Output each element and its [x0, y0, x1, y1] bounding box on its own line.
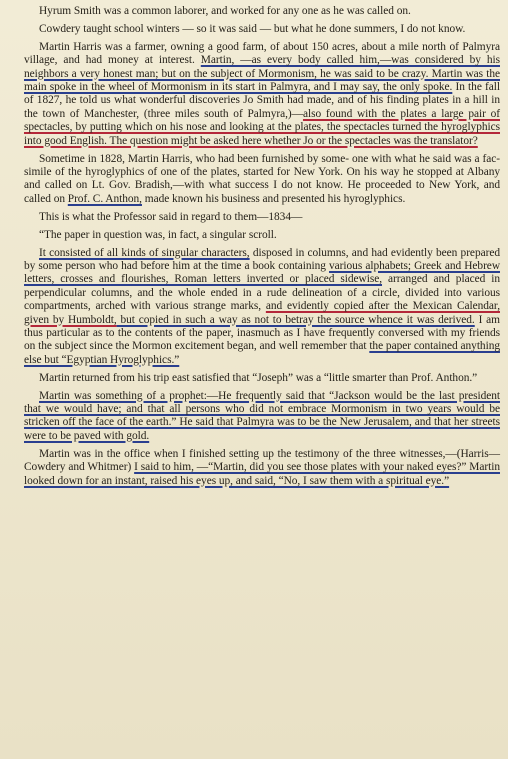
blue-underlined-text: the paper contained anything else but “Egyptian Hyroglyphics.”: [24, 340, 500, 366]
text-segment: Martin was in the office when I finished setting up the testimony of the three witnesses,—(Harris—Cowdery and Whitmer): [24, 447, 500, 474]
blue-underlined-text: It consisted of all kinds of singular characters,: [39, 246, 250, 259]
text-segment: I am thus particular as to the contents of the paper, inasmuch as I have frequently conversed with my friends on the subject since the Mormon excitement began, and well remember that: [24, 313, 500, 353]
text-segment: In the fall of 1827, he told us what wonderful discoveries Jo Smith had made, and of his finding plates in a hill in the town of Manchester, (three miles south of Palmyra,)—: [24, 81, 500, 120]
blue-underlined-text: Martin was something of a prophet:—He frequently said that “Jackson would be the last president that we would have; and that all persons who did not embrace Mormonism in two years would be stricken off the face of the earth.” He said that Palmyra was to be the New Jerusalem, and that her streets were to be paved with gold.: [24, 389, 500, 442]
blue-underlined-text: various alphabets; Greek and Hebrew letters, crosses and flourishes, Roman letters inverted or placed sidewise,: [24, 259, 500, 286]
document-body: [24, 5, 500, 492]
text-segment: Sometime in 1828, Martin Harris, who had been furnished by some- one with what he said was a fac-simile of the hyroglyphics of one of the plates, started for New York. On his way he stopped at Albany and called on Lt. Gov. Bradish,—with what success I do not know. He proceeded to New York, and called on: [24, 152, 500, 205]
paragraph: [24, 390, 500, 444]
text-segment: made known his business and presented his hyroglyphics.: [141, 192, 406, 205]
paragraph: [24, 211, 500, 224]
paragraph: [24, 229, 500, 242]
text-segment: “The paper in question was, in fact, a singular scroll.: [39, 228, 277, 241]
paragraph: [24, 372, 500, 385]
red-underlined-text: and evidently copied after the Mexican Calendar, given by Humboldt,: [24, 300, 500, 326]
red-underlined-text: also found with the plates a large pair of spectacles, by putting which on his nose and looking at the plates, the spectacles turned the hyroglyphics into good English. The question might be asked here whether Jo or the spectacles was the translator?: [24, 107, 500, 147]
paragraph: [24, 23, 500, 36]
paragraph: [24, 247, 500, 368]
blue-underlined-text: Martin, —as every body called him,—was considered by his neighbors a very honest man; but on the subject of Mormonism, he was said to be crazy. Martin was the main spoke in the wheel of Mormonism in its start in Palmyra, and I may say, the only spoke.: [24, 54, 500, 94]
blue-underlined-text: I said to him, —“Martin, did you see those plates with your naked eyes?” Martin looked down for an instant, raised his eyes up, and said, “No, I saw them with a spiritual eye.”: [24, 461, 500, 487]
paragraph: [24, 5, 500, 18]
text-segment: This is what the Professor said in regard to them—1834—: [39, 210, 303, 223]
text-segment: disposed in columns, and had evidently been prepared by some person who had before him at the time a book containing: [24, 246, 500, 272]
paragraph: [24, 153, 500, 207]
text-segment: arranged and placed in perpendicular columns, and the whole ended in a rude delineation of a circle, divided into various compartments, arched with various strange marks,: [24, 273, 501, 313]
text-segment: Cowdery taught school winters — so it was said — but what he done summers, I do not know.: [39, 22, 466, 35]
text-segment: Martin Harris was a farmer, owning a good farm, of about 150 acres, about a mile north of Palmyra village, and had money at interest.: [24, 40, 500, 67]
text-segment: Martin returned from his trip east satisfied that “Joseph” was a “little smarter than Prof. Anthon.”: [39, 371, 478, 384]
blue-underlined-text: but copied in such a way as not to betray the source whence it was derived.: [116, 313, 475, 326]
paragraph: [24, 448, 500, 488]
paragraph: [24, 41, 500, 148]
text-segment: Hyrum Smith was a common laborer, and worked for any one as he was called on.: [39, 5, 411, 17]
blue-underlined-text: Prof. C. Anthon,: [67, 192, 142, 205]
